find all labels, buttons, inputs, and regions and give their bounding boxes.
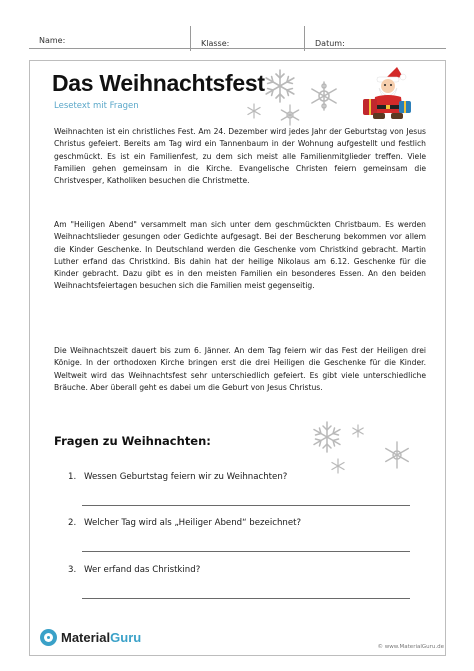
question-number: 3. bbox=[68, 565, 77, 575]
materialguru-logo bbox=[40, 629, 141, 646]
page-subtitle: Lesetext mit Fragen bbox=[54, 101, 139, 111]
paragraph: Weihnachten ist ein christliches Fest. Am 24. Dezember wird jedes Jahr der Geburtstag von Jesus Christus gefeiert. Bereits am Tag wird ein Tannenbaum in der Wohnung aufgestellt und festlich geschmückt. Es ist ein Familienfest, zu dem sich meist alle Familienmitglieder treffen. Viele Familien gehen gemeinsam in die Kirche. Evangelische Christen feiern gemeinsam die Christvesper, Katholiken besuchen die Christmette. bbox=[54, 127, 426, 186]
answer-line[interactable] bbox=[82, 551, 410, 552]
question-text: Wessen Geburtstag feiern wir zu Weihnachten? bbox=[84, 472, 288, 482]
question-text: Welcher Tag wird als „Heiliger Abend“ bezeichnet? bbox=[84, 518, 302, 528]
snowflake-icon bbox=[308, 80, 340, 112]
paragraph: Am "Heiligen Abend" versammelt man sich unter dem geschmückten Christbaum. Es werden Weihnachtslieder gesungen oder Gedichte aufgesagt. Bei der Bescherung bekommen vor allem die Kinder Geschenke. In Deutschland werden die Geschenke vom Christkind gebracht. Martin Luther erfand das Christkind. Bis dahin hat der heilige Nikolaus am 6.12. Geschenke für die Kinder gebracht. Dazu gibt es in den meisten Familien ein besonderes Essen. An den beiden Weihnachtsfeiertagen besuchen sich die Familien meist gegenseitig. bbox=[54, 220, 426, 291]
class-field[interactable] bbox=[190, 26, 304, 51]
santa-icon bbox=[357, 63, 417, 121]
question-number: 1. bbox=[68, 472, 77, 482]
snowflake-icon bbox=[262, 68, 298, 104]
header-fields bbox=[29, 30, 446, 49]
class-label: Klasse: bbox=[201, 39, 230, 48]
name-label: Name: bbox=[39, 36, 66, 45]
questions-heading: Fragen zu Weihnachten: bbox=[54, 434, 211, 448]
question-item bbox=[68, 565, 410, 575]
page-title: Das Weihnachtsfest bbox=[52, 70, 265, 96]
snowflake-icon bbox=[351, 424, 365, 438]
question-number: 2. bbox=[68, 518, 77, 528]
answer-line[interactable] bbox=[82, 505, 410, 506]
snowflake-icon bbox=[382, 440, 412, 470]
materialguru-logo-icon bbox=[40, 629, 57, 646]
logo-text: MaterialGuru bbox=[61, 630, 142, 645]
name-field[interactable] bbox=[29, 30, 190, 48]
question-item bbox=[68, 472, 410, 482]
snowflake-icon bbox=[246, 103, 262, 119]
question-item bbox=[68, 518, 410, 528]
copyright-text: © www.MaterialGuru.de bbox=[377, 644, 444, 650]
answer-line[interactable] bbox=[82, 598, 410, 599]
date-label: Datum: bbox=[315, 39, 345, 48]
snowflake-icon bbox=[279, 104, 301, 126]
date-field[interactable] bbox=[304, 26, 446, 51]
snowflake-icon bbox=[310, 420, 344, 454]
question-text: Wer erfand das Christkind? bbox=[84, 565, 201, 575]
paragraph: Die Weihnachtszeit dauert bis zum 6. Jänner. An dem Tag feiern wir das Fest der Heiligen drei Könige. In der orthodoxen Kirche bringen erst die drei Heiligen die Geschenke für die Kinder. Weltweit wird das Weihnachtsfest sehr unterschiedlich gefeiert. Es gibt viele unterschiedliche Bräuche. Aber überall geht es dabei um die Geburt von Jesus Christus. bbox=[54, 346, 426, 392]
